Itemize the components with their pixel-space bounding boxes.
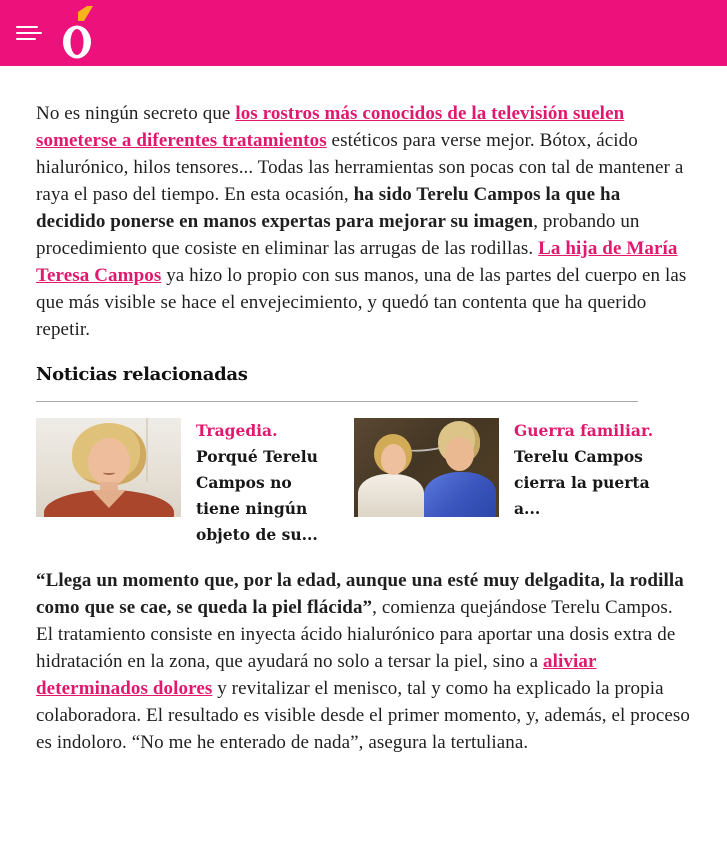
related-news-section <box>36 364 691 548</box>
card-kicker: Guerra familiar. <box>514 421 654 440</box>
bold-text: ha sido Terelu Campos la que ha decidido ponerse en manos expertas para mejorar su imagen <box>36 184 621 232</box>
section-divider <box>36 401 638 402</box>
card-headline: Terelu Campos cierra la puerta a... <box>514 447 650 518</box>
body-text: y revitalizar el menisco, tal y como ha explicado la propia colaboradora. El resultado es visible desde el primer momento, y, además, el proceso es indoloro. “No me he enterado de nada”, asegura la tertuliana. <box>36 678 691 753</box>
article-paragraph <box>36 100 691 343</box>
card-thumbnail-terelu-carmen <box>354 418 499 517</box>
hamburger-bar <box>16 26 38 28</box>
card-title <box>196 418 336 548</box>
related-cards-row <box>36 418 691 548</box>
related-news-heading: Noticias relacionadas <box>36 364 248 385</box>
inline-article-link[interactable]: los rostros más conocidos de la televisión suelen someterse a diferentes tratamientos <box>36 103 625 151</box>
body-text: No es ningún secreto que <box>36 103 236 124</box>
hamburger-bar <box>16 32 42 34</box>
card-headline: Porqué Terelu Campos no tiene ningún objeto de su... <box>196 447 318 544</box>
body-text: , probando un procedimiento que cosiste en eliminar las arrugas de las rodillas. <box>36 211 640 259</box>
bold-text: “Llega un momento que, por la edad, aunque una esté muy delgadita, la rodilla como que se cae, se queda la piel flácida” <box>36 570 684 618</box>
related-card-tragedia[interactable] <box>36 418 336 548</box>
related-card-guerra-familiar[interactable] <box>354 418 654 548</box>
card-title <box>514 418 654 548</box>
inline-article-link[interactable]: aliviar determinados dolores <box>36 651 597 699</box>
o-logo-glyph <box>60 6 100 60</box>
site-logo-icon[interactable] <box>60 6 100 60</box>
menu-hamburger-icon[interactable] <box>16 22 46 44</box>
hamburger-bar <box>16 38 36 40</box>
site-header <box>0 0 727 66</box>
body-text: , comienza quejándose Terelu Campos. El tratamiento consiste en inyecta ácido hialurónico para aportar una dosis extra de hidratación en la zona, que ayudará no solo a tersar la piel, sino a <box>36 597 676 672</box>
article-paragraph <box>36 567 691 756</box>
inline-article-link[interactable]: La hija de María Teresa Campos <box>36 238 678 286</box>
card-kicker: Tragedia. <box>196 421 278 440</box>
body-text: ya hizo lo propio con sus manos, una de las partes del cuerpo en las que más visible se hace el envejecimiento, y quedó tan contenta que ha querido repetir. <box>36 265 687 340</box>
card-thumbnail-terelu-portrait <box>36 418 181 517</box>
body-text: estéticos para verse mejor. Bótox, ácido hialurónico, hilos tensores... Todas las herramientas son pocas con tal de mantener a raya el paso del tiempo. En esta ocasión, <box>36 130 684 205</box>
article-body <box>0 66 727 756</box>
